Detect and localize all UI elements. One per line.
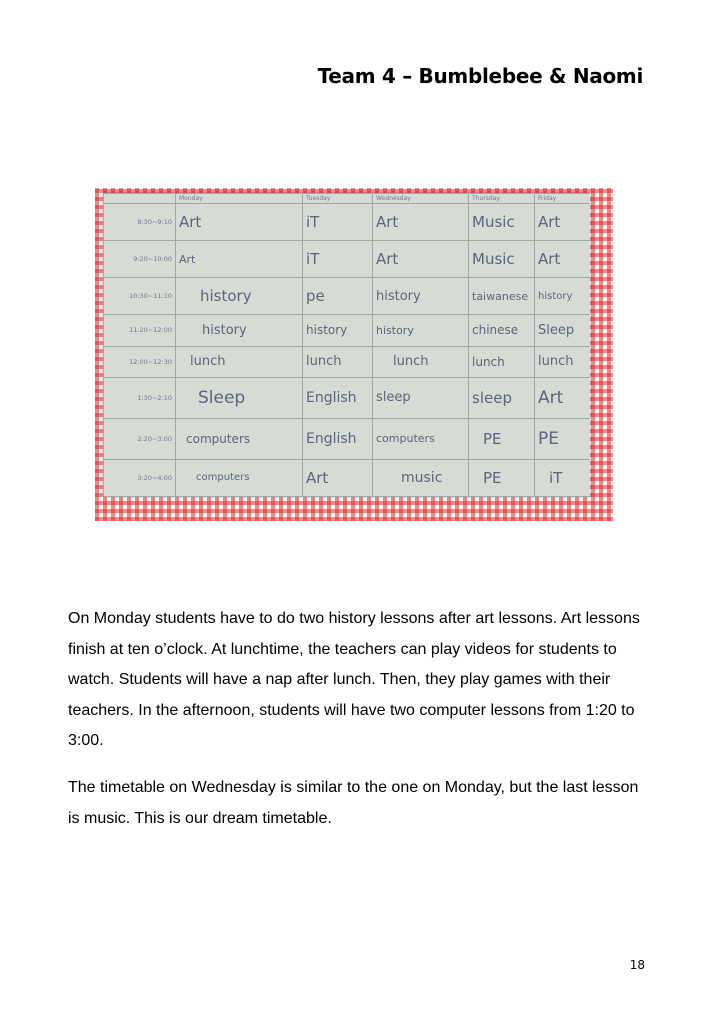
lesson-cell: computers	[176, 418, 303, 459]
time-slot: 1:30~2:10	[104, 377, 176, 418]
lesson-cell: Music	[469, 204, 535, 241]
timetable-header-row	[104, 194, 591, 204]
lesson-cell: history	[373, 278, 469, 315]
timetable-row	[104, 418, 591, 459]
day-header: Thursday	[469, 194, 535, 204]
lesson-cell: history	[176, 278, 303, 315]
lesson-cell: PE	[469, 418, 535, 459]
page-title: Team 4 – Bumblebee & Naomi	[317, 64, 643, 88]
lesson-cell: iT	[303, 204, 373, 241]
time-slot: 2:20~3:00	[104, 418, 176, 459]
lesson-cell: sleep	[469, 377, 535, 418]
lesson-cell: Music	[469, 241, 535, 278]
page-number: 18	[629, 958, 645, 972]
lesson-cell: lunch	[303, 346, 373, 377]
lesson-cell: Art	[535, 377, 591, 418]
lesson-cell: English	[303, 418, 373, 459]
day-header: Monday	[176, 194, 303, 204]
day-header: Wednesday	[373, 194, 469, 204]
lesson-cell: pe	[303, 278, 373, 315]
lesson-cell: Art	[176, 204, 303, 241]
lesson-cell: history	[535, 278, 591, 315]
time-slot: 12:00~12:30	[104, 346, 176, 377]
lesson-cell: English	[303, 377, 373, 418]
timetable-row	[104, 241, 591, 278]
lesson-cell: Art	[535, 204, 591, 241]
timetable-row	[104, 204, 591, 241]
lesson-cell: Sleep	[535, 315, 591, 346]
lesson-cell: chinese	[469, 315, 535, 346]
time-slot: 11:20~12:00	[104, 315, 176, 346]
lesson-cell: history	[176, 315, 303, 346]
lesson-cell: computers	[176, 459, 303, 496]
lesson-cell: music	[373, 459, 469, 496]
paragraph-wednesday: The timetable on Wednesday is similar to the one on Monday, but the last lesson is music. This is our dream timetable.	[68, 779, 639, 827]
lesson-cell: lunch	[176, 346, 303, 377]
timetable-row	[104, 346, 591, 377]
timetable-photo	[95, 188, 613, 521]
lesson-cell: iT	[303, 241, 373, 278]
paragraph-monday: On Monday students have to do two history lessons after art lessons. Art lessons finish at ten o’clock. At lunchtime, the teachers can play videos for students to watch. Students will have a nap after lunch. Then, they play games with their teachers. In the afternoon, students will have two computer lessons from 1:20 to 3:00.	[68, 610, 640, 750]
timetable-corner	[104, 194, 176, 204]
timetable-row	[104, 459, 591, 496]
lesson-cell: history	[303, 315, 373, 346]
lesson-cell: iT	[535, 459, 591, 496]
lesson-cell: Art	[373, 204, 469, 241]
lesson-cell: Sleep	[176, 377, 303, 418]
time-slot: 10:30~11:10	[104, 278, 176, 315]
lesson-cell: PE	[469, 459, 535, 496]
timetable-row	[104, 278, 591, 315]
lesson-cell: computers	[373, 418, 469, 459]
time-slot: 3:20~4:00	[104, 459, 176, 496]
day-header: Friday	[535, 194, 591, 204]
lesson-cell: Art	[373, 241, 469, 278]
lesson-cell: sleep	[373, 377, 469, 418]
lesson-cell: lunch	[373, 346, 469, 377]
timetable-row	[104, 315, 591, 346]
lesson-cell: PE	[535, 418, 591, 459]
lesson-cell: Art	[176, 241, 303, 278]
lesson-cell: taiwanese	[469, 278, 535, 315]
lesson-cell: lunch	[535, 346, 591, 377]
lesson-cell: history	[373, 315, 469, 346]
time-slot: 8:30~9:10	[104, 204, 176, 241]
day-header: Tuesday	[303, 194, 373, 204]
time-slot: 9:20~10:00	[104, 241, 176, 278]
lesson-cell: lunch	[469, 346, 535, 377]
timetable	[103, 193, 590, 497]
timetable-row	[104, 377, 591, 418]
timetable-paper	[103, 193, 590, 497]
lesson-cell: Art	[303, 459, 373, 496]
lesson-cell: Art	[535, 241, 591, 278]
